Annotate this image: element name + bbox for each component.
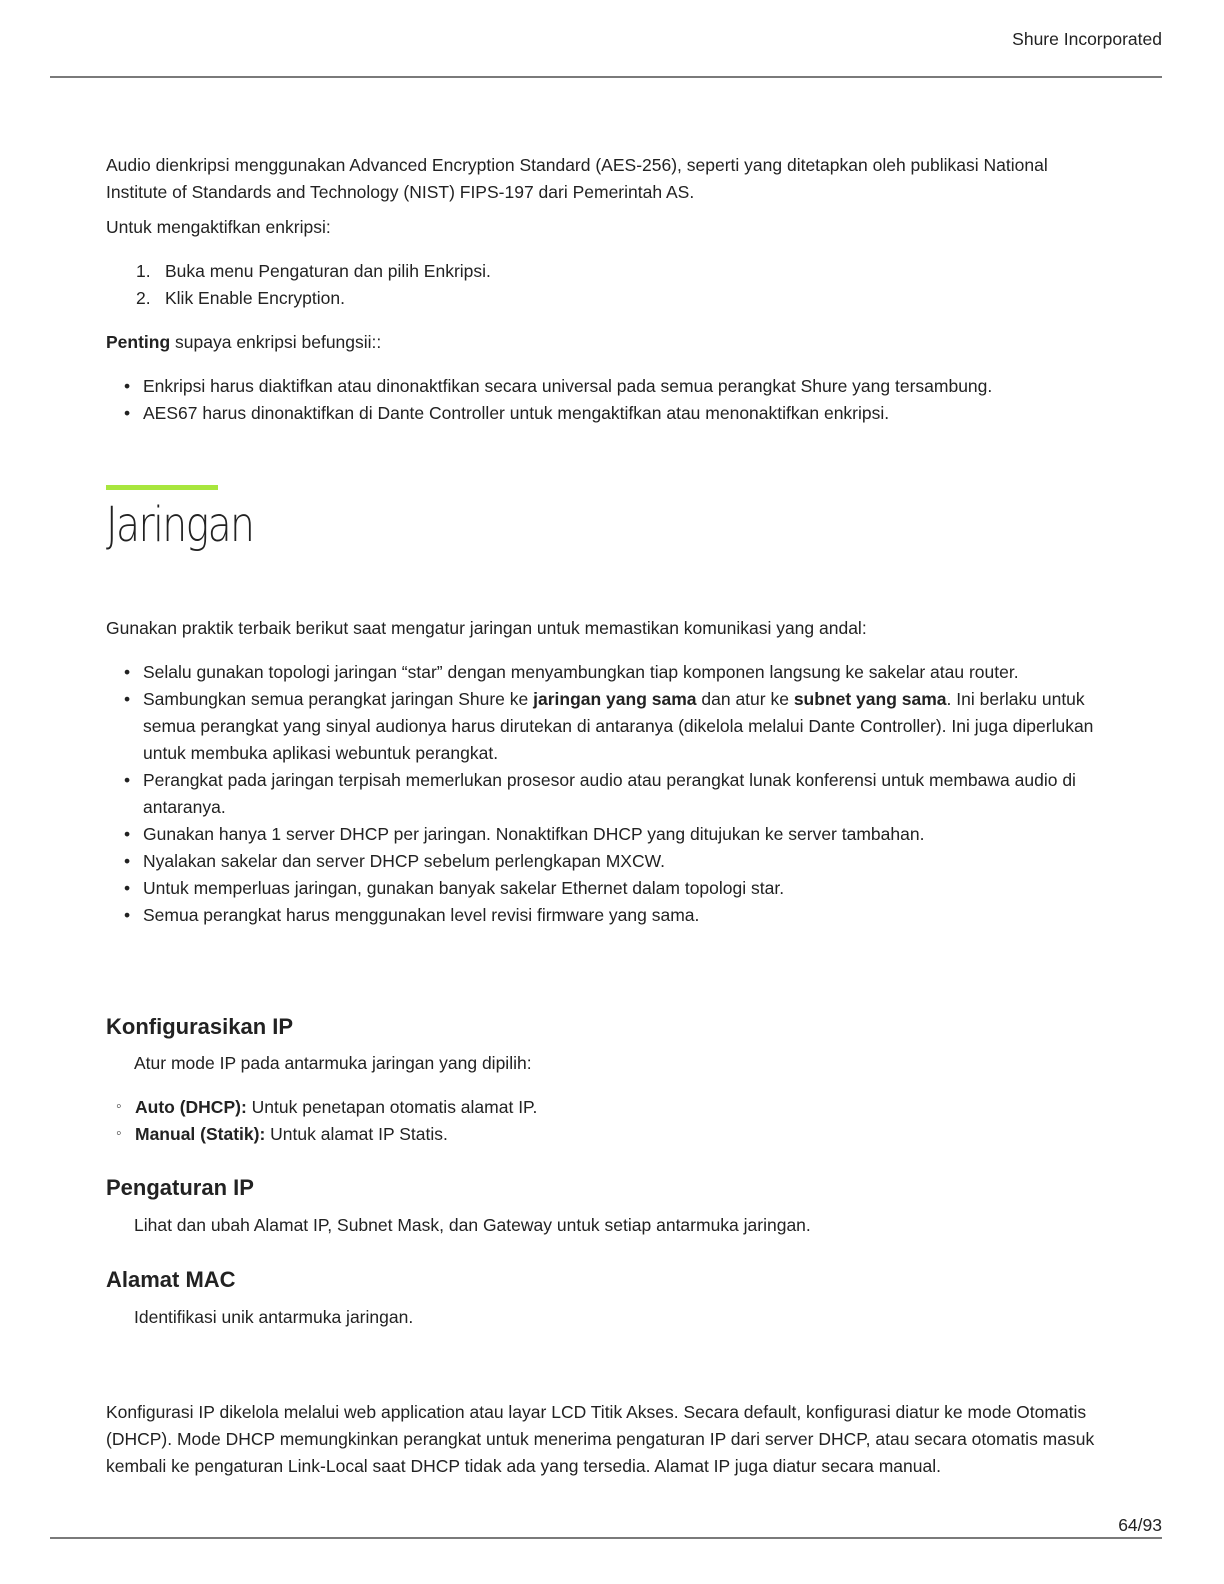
section-accent-bar bbox=[106, 485, 218, 490]
practice-bold: jaringan yang sama bbox=[533, 689, 697, 709]
practice-text: . Ini berlaku untuk semua perangkat yang sinyal audionya harus dirutekan di antaranya (dikelola melalui Dante Controller). Ini juga diperlukan untuk membuka aplikasi webuntuk perangkat. bbox=[143, 689, 1094, 763]
important-label: Penting bbox=[106, 332, 171, 352]
ip-config-text: Atur mode IP pada antarmuka jaringan yang dipilih: bbox=[134, 1053, 532, 1073]
list-item: • Enkripsi harus diaktifkan atau dinonaktfikan secara universal pada semua perangkat Shure yang tersambung. bbox=[122, 373, 1106, 400]
list-item bbox=[136, 285, 1106, 312]
footer-divider bbox=[50, 1537, 1162, 1539]
mac-heading: Alamat MAC bbox=[106, 1267, 236, 1292]
step-number: 2. bbox=[136, 288, 151, 308]
steps-intro: Untuk mengaktifkan enkripsi: bbox=[106, 217, 331, 237]
encryption-requirements bbox=[122, 373, 1106, 427]
list-item: • Perangkat pada jaringan terpisah memerlukan prosesor audio atau perangkat lunak konferensi untuk membawa audio di antaranya. bbox=[122, 767, 1106, 821]
network-best-practices bbox=[122, 659, 1106, 929]
important-text: supaya enkripsi befungsii:: bbox=[170, 332, 382, 352]
ip-settings-heading: Pengaturan IP bbox=[106, 1175, 254, 1200]
mode-text: Untuk penetapan otomatis alamat IP. bbox=[246, 1097, 538, 1117]
mode-label: Manual (Statik): bbox=[135, 1124, 266, 1144]
mac-text: Identifikasi unik antarmuka jaringan. bbox=[134, 1307, 414, 1327]
step-text: Klik Enable Encryption. bbox=[165, 288, 345, 308]
list-item: • Selalu gunakan topologi jaringan “star” dengan menyambungkan tiap komponen langsung ke sakelar atau router. bbox=[122, 659, 1106, 686]
closing-paragraph: Konfigurasi IP dikelola melalui web application atau layar LCD Titik Akses. Secara default, konfigurasi diatur ke mode Otomatis (DHCP). Mode DHCP memungkinkan perangkat untuk menerima pengaturan IP dari server DHCP, atau secara otomatis masuk kembali ke pengaturan Link-Local saat DHCP tidak ada yang tersedia. Alamat IP juga diatur secara manual. bbox=[106, 1402, 1095, 1476]
practice-text: dan atur ke bbox=[696, 689, 794, 709]
practice-bold: subnet yang sama bbox=[793, 689, 947, 709]
list-item: • Semua perangkat harus menggunakan level revisi firmware yang sama. bbox=[122, 902, 1106, 929]
page-number: 64/93 bbox=[1118, 1515, 1162, 1535]
mode-label: Auto (DHCP): bbox=[135, 1097, 247, 1117]
encryption-steps bbox=[136, 258, 1106, 312]
mode-text: Untuk alamat IP Statis. bbox=[265, 1124, 448, 1144]
list-item bbox=[136, 258, 1106, 285]
list-item bbox=[122, 686, 1106, 767]
list-item: • AES67 harus dinonaktifkan di Dante Controller untuk mengaktifkan atau menonaktifkan enkripsi. bbox=[122, 400, 1106, 427]
ip-mode-list bbox=[116, 1094, 1106, 1148]
ip-config-heading: Konfigurasikan IP bbox=[106, 1014, 294, 1039]
header-company: Shure Incorporated bbox=[1012, 29, 1162, 49]
encryption-intro: Audio dienkripsi menggunakan Advanced Encryption Standard (AES-256), seperti yang ditetapkan oleh publikasi National Institute of Standards and Technology (NIST) FIPS-197 dari Pemerintah AS. bbox=[106, 155, 1048, 202]
list-item: • Nyalakan sakelar dan server DHCP sebelum perlengkapan MXCW. bbox=[122, 848, 1106, 875]
list-item bbox=[116, 1094, 1106, 1121]
header-divider bbox=[50, 76, 1162, 78]
important-note bbox=[106, 329, 1106, 356]
network-intro: Gunakan praktik terbaik berikut saat mengatur jaringan untuk memastikan komunikasi yang andal: bbox=[106, 618, 867, 638]
step-text: Buka menu Pengaturan dan pilih Enkripsi. bbox=[165, 261, 491, 281]
page-content bbox=[106, 152, 1106, 1480]
list-item: • Gunakan hanya 1 server DHCP per jaringan. Nonaktifkan DHCP yang ditujukan ke server tambahan. bbox=[122, 821, 1106, 848]
step-number: 1. bbox=[136, 261, 151, 281]
list-item bbox=[116, 1121, 1106, 1148]
practice-text: Sambungkan semua perangkat jaringan Shure ke bbox=[143, 689, 534, 709]
ip-settings-text: Lihat dan ubah Alamat IP, Subnet Mask, dan Gateway untuk setiap antarmuka jaringan. bbox=[134, 1215, 811, 1235]
list-item: • Untuk memperluas jaringan, gunakan banyak sakelar Ethernet dalam topologi star. bbox=[122, 875, 1106, 902]
section-title: Jaringan bbox=[106, 497, 254, 553]
